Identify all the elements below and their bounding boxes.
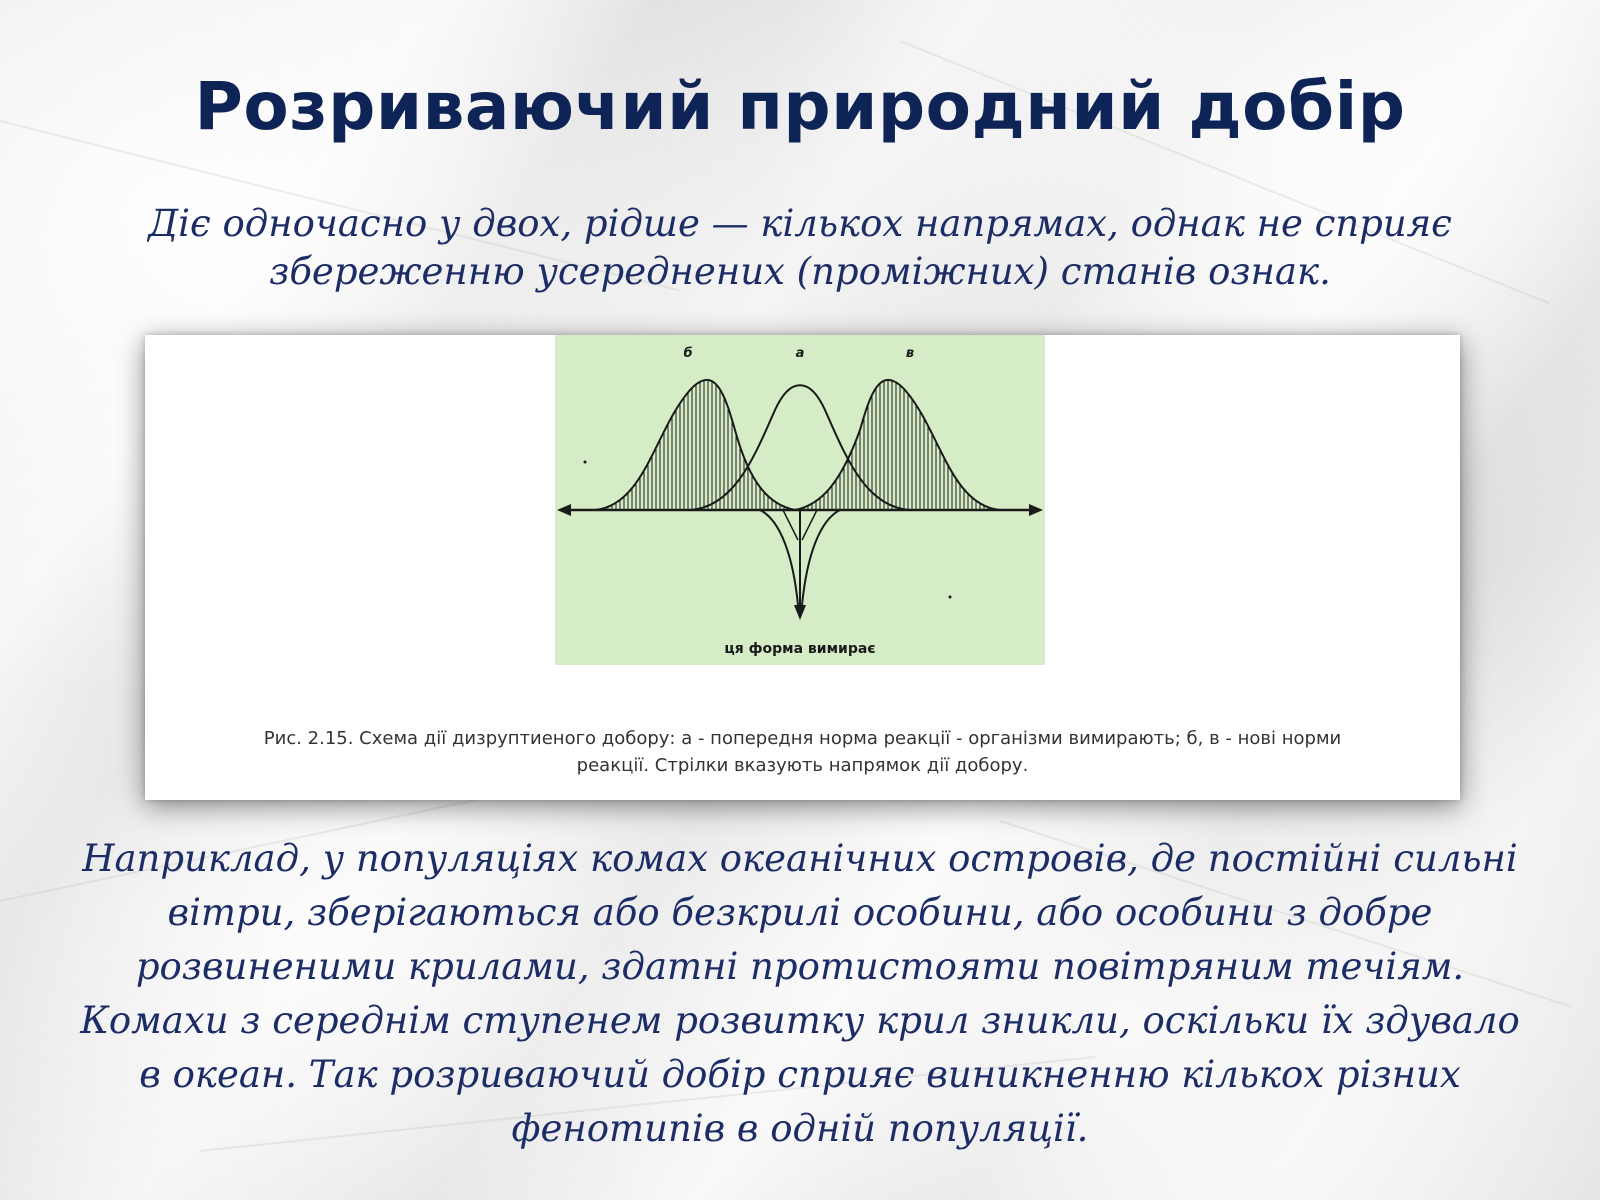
slide-subtitle [90, 200, 1510, 296]
paragraph-line: Комахи з середнім ступенем розвитку крил зникли, оскільки їх здувало [80, 999, 1520, 1042]
paragraph-line: розвиненими крилами, здатні протистояти повітряним течіям. [135, 945, 1465, 988]
paragraph-line: вітри, зберігаються або безкрилі особини, або особини з добре [167, 891, 1433, 934]
figure-caption [145, 725, 1460, 779]
paragraph-line: Наприклад, у популяціях комах океанічних островів, де постійні сильні [82, 837, 1518, 880]
figure-panel [145, 335, 1460, 800]
example-paragraph [15, 832, 1585, 1156]
paragraph-line: в океан. Так розриваючий добір сприяє виникненню кількох різних [139, 1053, 1461, 1096]
curve-label-b: б [683, 346, 693, 361]
extinct-form-label: ця форма вимирає [724, 641, 876, 657]
disruptive-selection-diagram [555, 335, 1045, 665]
caption-line: Рис. 2.15. Схема дії дизруптиеного добору: а - попередня норма реакції - організми вимирають; б, в - нові норми [263, 728, 1342, 749]
scan-speck [584, 461, 587, 464]
subtitle-line: Діє одночасно у двох, рідше — кількох напрямах, однак не сприяє [148, 202, 1452, 245]
curve-label-v: в [905, 346, 915, 361]
curve-label-a: а [795, 346, 805, 361]
slide-title: Розриваючий природний добір [194, 68, 1406, 145]
subtitle-line: збереженню усереднених (проміжних) станів ознак. [269, 250, 1331, 293]
caption-line: реакції. Стрілки вказують напрямок дії добору. [576, 755, 1029, 776]
paragraph-line: фенотипів в одній популяції. [511, 1107, 1089, 1150]
scan-speck [949, 596, 952, 599]
